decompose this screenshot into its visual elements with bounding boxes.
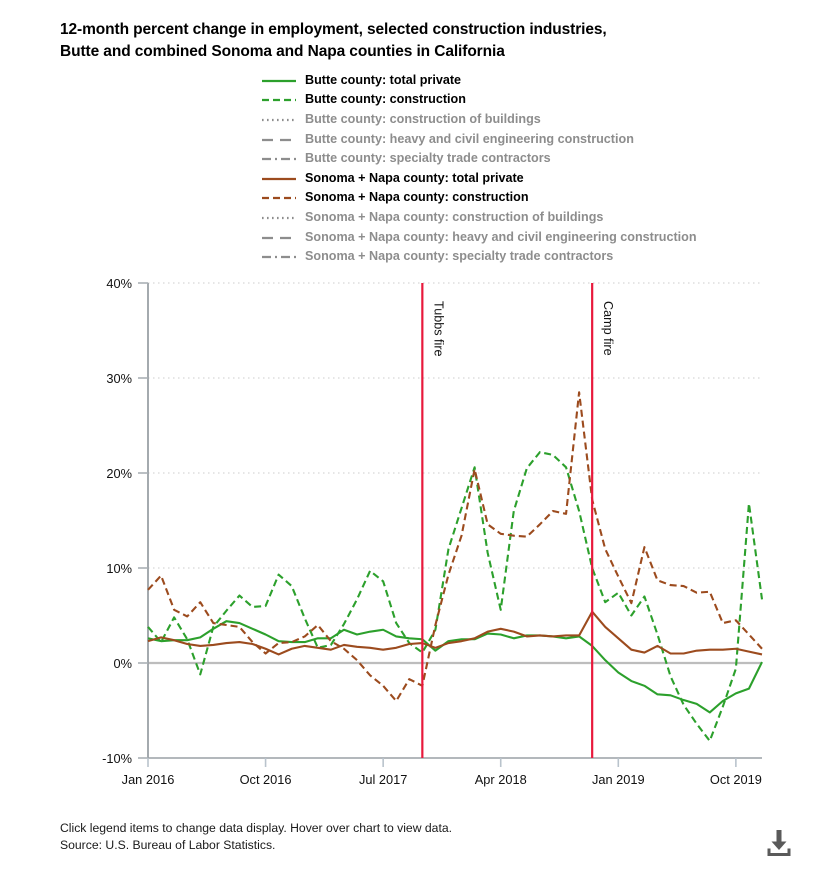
x-axis-tick-label: Oct 2019 <box>709 772 762 787</box>
legend-item-label: Sonoma + Napa county: total private <box>305 170 524 185</box>
legend-item-label: Butte county: heavy and civil engineering construction <box>305 131 634 146</box>
download-icon <box>762 826 796 860</box>
legend-item-label: Butte county: total private <box>305 72 462 87</box>
series-line-0[interactable] <box>148 621 762 712</box>
y-axis-tick-label: -10% <box>102 751 132 766</box>
series-line-1[interactable] <box>148 452 762 741</box>
legend-item-label: Sonoma + Napa county: heavy and civil engineering construction <box>305 229 697 244</box>
legend-item-label: Butte county: specialty trade contractors <box>305 151 551 166</box>
y-axis-tick-label: 10% <box>106 561 132 576</box>
y-axis-tick-label: 30% <box>106 371 132 386</box>
legend-item-label: Butte county: construction of buildings <box>305 111 541 126</box>
annotation-label-1: Camp fire <box>601 301 616 356</box>
legend-item-label: Sonoma + Napa county: specialty trade contractors <box>305 249 614 264</box>
footnote-source: Source: U.S. Bureau of Labor Statistics. <box>60 838 276 852</box>
legend-item-label: Butte county: construction <box>305 92 466 107</box>
legend-item-label: Sonoma + Napa county: construction <box>305 190 529 205</box>
page-title-line-2: Butte and combined Sonoma and Napa counties in California <box>60 43 505 60</box>
x-axis-tick-label: Jul 2017 <box>358 772 408 787</box>
x-axis-tick-label: Apr 2018 <box>474 772 527 787</box>
x-axis-tick-label: Jan 2016 <box>121 772 175 787</box>
footnote-interaction-hint: Click legend items to change data display. Hover over chart to view data. <box>60 821 453 835</box>
y-axis-tick-label: 0% <box>113 656 132 671</box>
page-title-line-1: 12-month percent change in employment, selected construction industries, <box>60 21 607 38</box>
y-axis-tick-label: 40% <box>106 276 132 291</box>
y-axis-tick-label: 20% <box>106 466 132 481</box>
x-axis-tick-label: Oct 2016 <box>239 772 292 787</box>
x-axis-tick-label: Jan 2019 <box>591 772 645 787</box>
download-button[interactable] <box>762 826 796 860</box>
series-line-2[interactable] <box>148 612 762 655</box>
series-line-3[interactable] <box>148 392 762 701</box>
chart-footnotes <box>60 820 452 854</box>
annotation-label-0: Tubbs fire <box>431 301 446 357</box>
legend-item-label: Sonoma + Napa county: construction of buildings <box>305 209 604 224</box>
